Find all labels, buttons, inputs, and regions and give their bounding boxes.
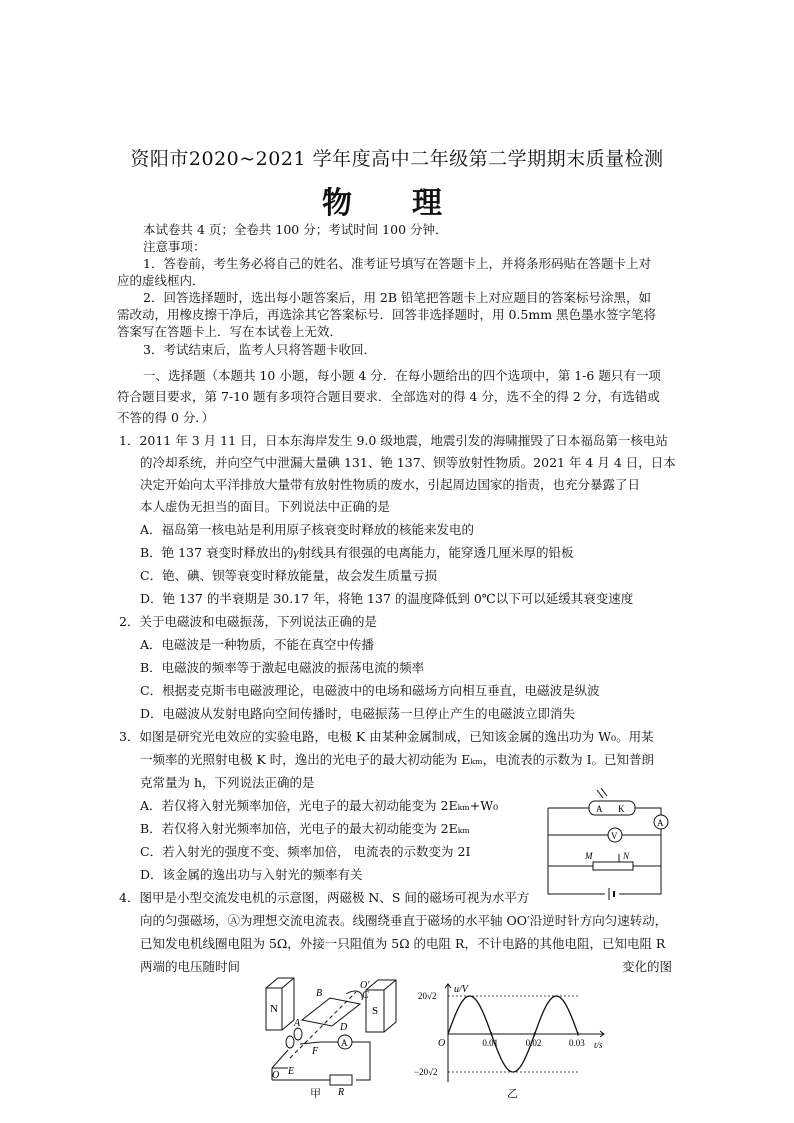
- caption-jia: 甲: [310, 1087, 321, 1100]
- exam-title: 资阳市2020~2021 学年度高中二年级第二学期期末质量检测: [130, 148, 664, 170]
- label-o: O: [272, 1070, 280, 1081]
- q1-stem-line-3: 决定开始向太平洋排放大量带有放射性物质的废水，引起周边国家的指责，也充分暴露了日: [140, 477, 641, 492]
- q4-stem-line-2: 向的匀强磁场，Ⓐ为理想交流电流表。线圈绕垂直于磁场的水平轴 OO′沿逆时针方向匀速转动，: [140, 913, 668, 928]
- y-axis-label: u/V: [454, 984, 468, 995]
- note-2-line-3: 答案写在答题卡上．写在本试卷上无效．: [117, 324, 343, 339]
- subject-title: 物理: [322, 186, 502, 221]
- q4-stem-line-1: 4．图甲是小型交流发电机的示意图，两磁极 N、S 间的磁场可视为水平方: [119, 890, 530, 905]
- q3-stem-line-2: 一频率的光照射电极 K 时，逸出的光电子的最大初动能为 Eₖₘ，电流表的示数为 I。已知普朗: [140, 752, 655, 767]
- label-o-prime: O′: [360, 980, 370, 991]
- intro-text: 本试卷共 4 页；全卷共 100 分；考试时间 100 分钟．: [143, 222, 448, 237]
- q2-option-b: B．电磁波的频率等于激起电磁波的振荡电流的频率: [140, 660, 425, 675]
- label-s: S: [372, 1005, 379, 1017]
- label-m: M: [585, 851, 593, 861]
- outer-circuit-wire: [548, 808, 661, 894]
- note-1-line-2: 应的虚线框内．: [117, 273, 205, 288]
- slip-ring-2: [286, 1036, 294, 1048]
- q2-option-d: D．电磁波从发射电路向空间传播时，电磁振荡一旦停止产生的电磁波立即消失: [140, 706, 576, 721]
- q2-stem: 2．关于电磁波和电磁振荡，下列说法正确的是: [119, 614, 377, 629]
- caption-yi: 乙: [507, 1087, 518, 1100]
- label-b: B: [316, 988, 323, 999]
- note-2-line-2: 需改动，用橡皮擦干净后，再选涂其它答案标号．回答非选择题时，用 0.5mm 黑色墨水签字笔将: [117, 307, 657, 322]
- q1-stem-line-1: 1．2011 年 3 月 11 日，日本东海岸发生 9.0 级地震，地震引发的海啸摧毁了日本福岛第一核电站: [119, 433, 668, 448]
- q4-stem-line-3: 已知发电机线圈电阻为 5Ω，外接一只阻值为 5Ω 的电阻 R，不计电路的其他电阻，已知电阻 R: [140, 936, 666, 951]
- external-wire-right: [300, 1042, 370, 1080]
- label-a: A: [294, 1018, 301, 1029]
- label-k: K: [618, 804, 625, 814]
- generator-figure: [260, 970, 420, 1100]
- label-a: A: [596, 804, 603, 814]
- q4-stem-line-4-tail: 变化的图: [622, 959, 673, 974]
- label-r: R: [338, 1087, 345, 1098]
- resistor-r: [330, 1075, 352, 1085]
- note-1-line-1: 1．答卷前，考生务必将自己的姓名、准考证号填写在答题卡上，并将条形码贴在答题卡上对: [143, 256, 651, 271]
- q4-stem-line-4: 两端的电压随时间: [140, 959, 241, 974]
- section-1-line-3: 不答的得 0 分．）: [117, 410, 215, 425]
- origin-label: O: [438, 1038, 446, 1049]
- q3-stem-line-3: 克常量为 h，下列说法正确的是: [140, 775, 315, 790]
- q2-option-c: C．根据麦克斯韦电磁波理论，电磁波中的电场和磁场方向相互垂直，电磁波是纵波: [140, 683, 600, 698]
- voltmeter-label: V: [611, 831, 618, 841]
- label-e: E: [288, 1066, 295, 1077]
- q1-option-d: D．铯 137 的半衰期是 30.17 年，将铯 137 的温度降低到 0℃以下可以延缓其衰变速度: [140, 591, 634, 606]
- x-axis-label: t/s: [594, 1040, 603, 1050]
- x-tick-label: 0.01: [482, 1038, 499, 1048]
- light-ray-2: [601, 788, 607, 796]
- q1-option-c: C．铯、碘、钡等衰变时释放能量，故会发生质量亏损: [140, 568, 438, 583]
- notes-label: 注意事项：: [143, 239, 206, 254]
- x-tick-label: 0.03: [569, 1038, 585, 1048]
- rotation-arrow: [346, 991, 362, 1000]
- coil: [302, 998, 360, 1026]
- photoelectric-circuit-figure: [545, 784, 675, 902]
- q3-option-c: C．若入射光的强度不变、频率加倍， 电流表的示数变为 2I: [140, 844, 471, 859]
- ammeter-label: A: [341, 1038, 348, 1048]
- label-f: F: [312, 1046, 319, 1057]
- label-c: C: [362, 990, 369, 1001]
- gamma-symbol: γ: [293, 546, 299, 560]
- ammeter-label: A: [657, 818, 664, 828]
- note-3: 3．考试结束后，监考人只将答题卡收回．: [143, 342, 376, 357]
- y-bottom-tick-label: −20√2: [414, 1067, 438, 1077]
- q3-option-b: B．若仅将入射光频率加倍，光电子的最大初动能变为 2Eₖₘ: [140, 821, 470, 836]
- slip-ring-1: [294, 1028, 302, 1040]
- q1-option-b-part-2: 射线具有很强的电离能力，能穿透几厘米厚的铅板: [298, 545, 574, 560]
- q1-option-b: [140, 545, 573, 561]
- label-d: D: [340, 1022, 348, 1033]
- label-n: N: [623, 851, 630, 861]
- magnet-s: [366, 980, 396, 1032]
- voltage-time-chart: [412, 978, 612, 1090]
- section-1-line-2: 符合题目要求，第 7-10 题有多项符合题目要求．全部选对的得 4 分，选不全的得 2 分，有选错或: [117, 389, 660, 404]
- light-ray-1: [597, 790, 603, 798]
- q3-option-d: D．该金属的逸出功与入射光的频率有关: [140, 867, 363, 882]
- q3-option-a: A．若仅将入射光频率加倍，光电子的最大初动能变为 2Eₖₘ+W₀: [140, 798, 499, 813]
- q3-stem-line-1: 3．如图是研究光电效应的实验电路，电极 K 由某种金属制成，已知该金属的逸出功为 W₀。用某: [119, 729, 654, 744]
- q1-stem-line-4: 本人虚伪无担当的面目。下列说法中正确的是: [140, 499, 391, 514]
- x-tick-label: 0.02: [525, 1038, 542, 1048]
- y-top-tick-label: 20√2: [418, 991, 437, 1001]
- q1-option-b-part-1: B．铯 137 衰变时释放出的: [140, 545, 294, 560]
- rheostat: [593, 862, 633, 870]
- section-1-line-1: 一、选择题（本题共 10 小题，每小题 4 分．在每小题给出的四个选项中，第 1-6 题只有一项: [143, 368, 661, 383]
- label-n: N: [270, 1003, 278, 1015]
- q1-option-a: A．福岛第一核电站是利用原子核衰变时释放的核能来发电的: [140, 522, 475, 537]
- note-2-line-1: 2．回答选择题时，选出每小题答案后，用 2B 铅笔把答题卡上对应题目的答案标号涂黑，如: [143, 290, 652, 305]
- q2-option-a: A．电磁波是一种物质，不能在真空中传播: [140, 637, 375, 652]
- q1-stem-line-2: 的冷却系统，并向空气中泄漏大量碘 131、铯 137、钡等放射性物质。2021 年 4 月 4 日，日本: [140, 455, 676, 470]
